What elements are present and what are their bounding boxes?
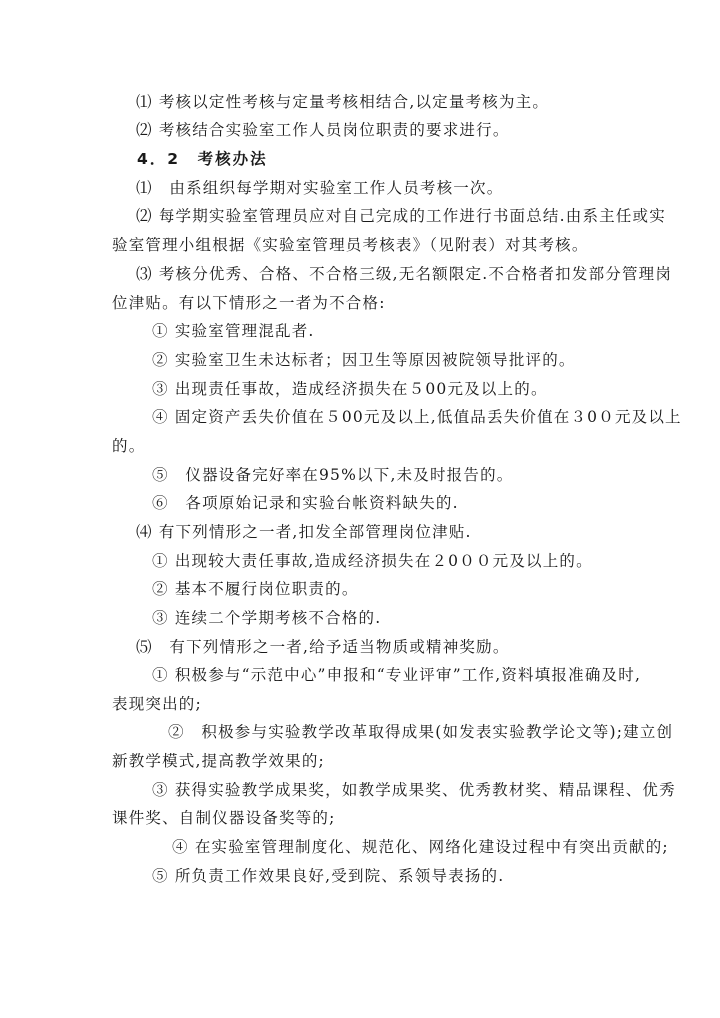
list-item: 的。 bbox=[112, 437, 146, 455]
list-item: 课件奖、自制仪器设备奖等的; bbox=[112, 809, 336, 827]
list-item: ② 实验室卫生未达标者；因卫生等原因被院领导批评的。 bbox=[152, 351, 576, 369]
paragraph-line: ⑵ 考核结合实验室工作人员岗位职责的要求进行。 bbox=[136, 121, 510, 139]
paragraph-line: ⑵ 每学期实验室管理员应对自己完成的工作进行书面总结.由系主任或实 bbox=[136, 207, 666, 225]
paragraph-line: ⑸ 有下列情形之一者,给予适当物质或精神奖励。 bbox=[136, 638, 510, 656]
paragraph-line: 位津贴。有以下情形之一者为不合格: bbox=[112, 294, 386, 312]
list-item: ⑥ 各项原始记录和实验台帐资料缺失的. bbox=[152, 494, 459, 512]
list-item: ① 积极参与“示范中心”申报和“专业评审”工作,资料填报准确及时, bbox=[152, 666, 642, 684]
section-heading: 4．2 考核办法 bbox=[137, 150, 268, 168]
list-item: ⑤ 仪器设备完好率在95%以下,未及时报告的。 bbox=[152, 466, 514, 484]
list-item: ① 实验室管理混乱者. bbox=[152, 322, 315, 340]
list-item: ② 积极参与实验教学改革取得成果(如发表实验教学论文等);建立创 bbox=[168, 723, 674, 741]
list-item: ③ 连续二个学期考核不合格的. bbox=[152, 609, 382, 627]
list-item: 表现突出的; bbox=[112, 695, 202, 713]
paragraph-line: ⑶ 考核分优秀、合格、不合格三级,无名额限定.不合格者扣发部分管理岗 bbox=[136, 265, 673, 283]
list-item: 新教学模式,提高教学效果的; bbox=[112, 752, 325, 770]
paragraph-line: 验室管理小组根据《实验室管理员考核表》（见附表）对其考核。 bbox=[112, 236, 589, 254]
list-item: ③ 出现责任事故，造成经济损失在５00元及以上的。 bbox=[152, 380, 548, 398]
list-item: ⑤ 所负责工作效果良好,受到院、系领导表扬的. bbox=[152, 867, 505, 885]
list-item: ④ 固定资产丢失价值在５00元及以上,低值品丢失价值在３0０元及以上 bbox=[152, 408, 682, 426]
list-item: ③ 获得实验教学成果奖，如教学成果奖、优秀教材奖、精品课程、优秀 bbox=[152, 781, 676, 799]
list-item: ② 基本不履行岗位职责的。 bbox=[152, 580, 359, 598]
paragraph-line: ⑴ 由系组织每学期对实验室工作人员考核一次。 bbox=[136, 179, 504, 197]
paragraph-line: ⑴ 考核以定性考核与定量考核相结合,以定量考核为主。 bbox=[136, 93, 550, 111]
list-item: ① 出现较大责任事故,造成经济损失在２0００元及以上的。 bbox=[152, 552, 593, 570]
list-item: ④ 在实验室管理制度化、规范化、网络化建设过程中有突出贡献的; bbox=[172, 838, 669, 856]
paragraph-line: ⑷ 有下列情形之一者,扣发全部管理岗位津贴. bbox=[136, 523, 472, 541]
